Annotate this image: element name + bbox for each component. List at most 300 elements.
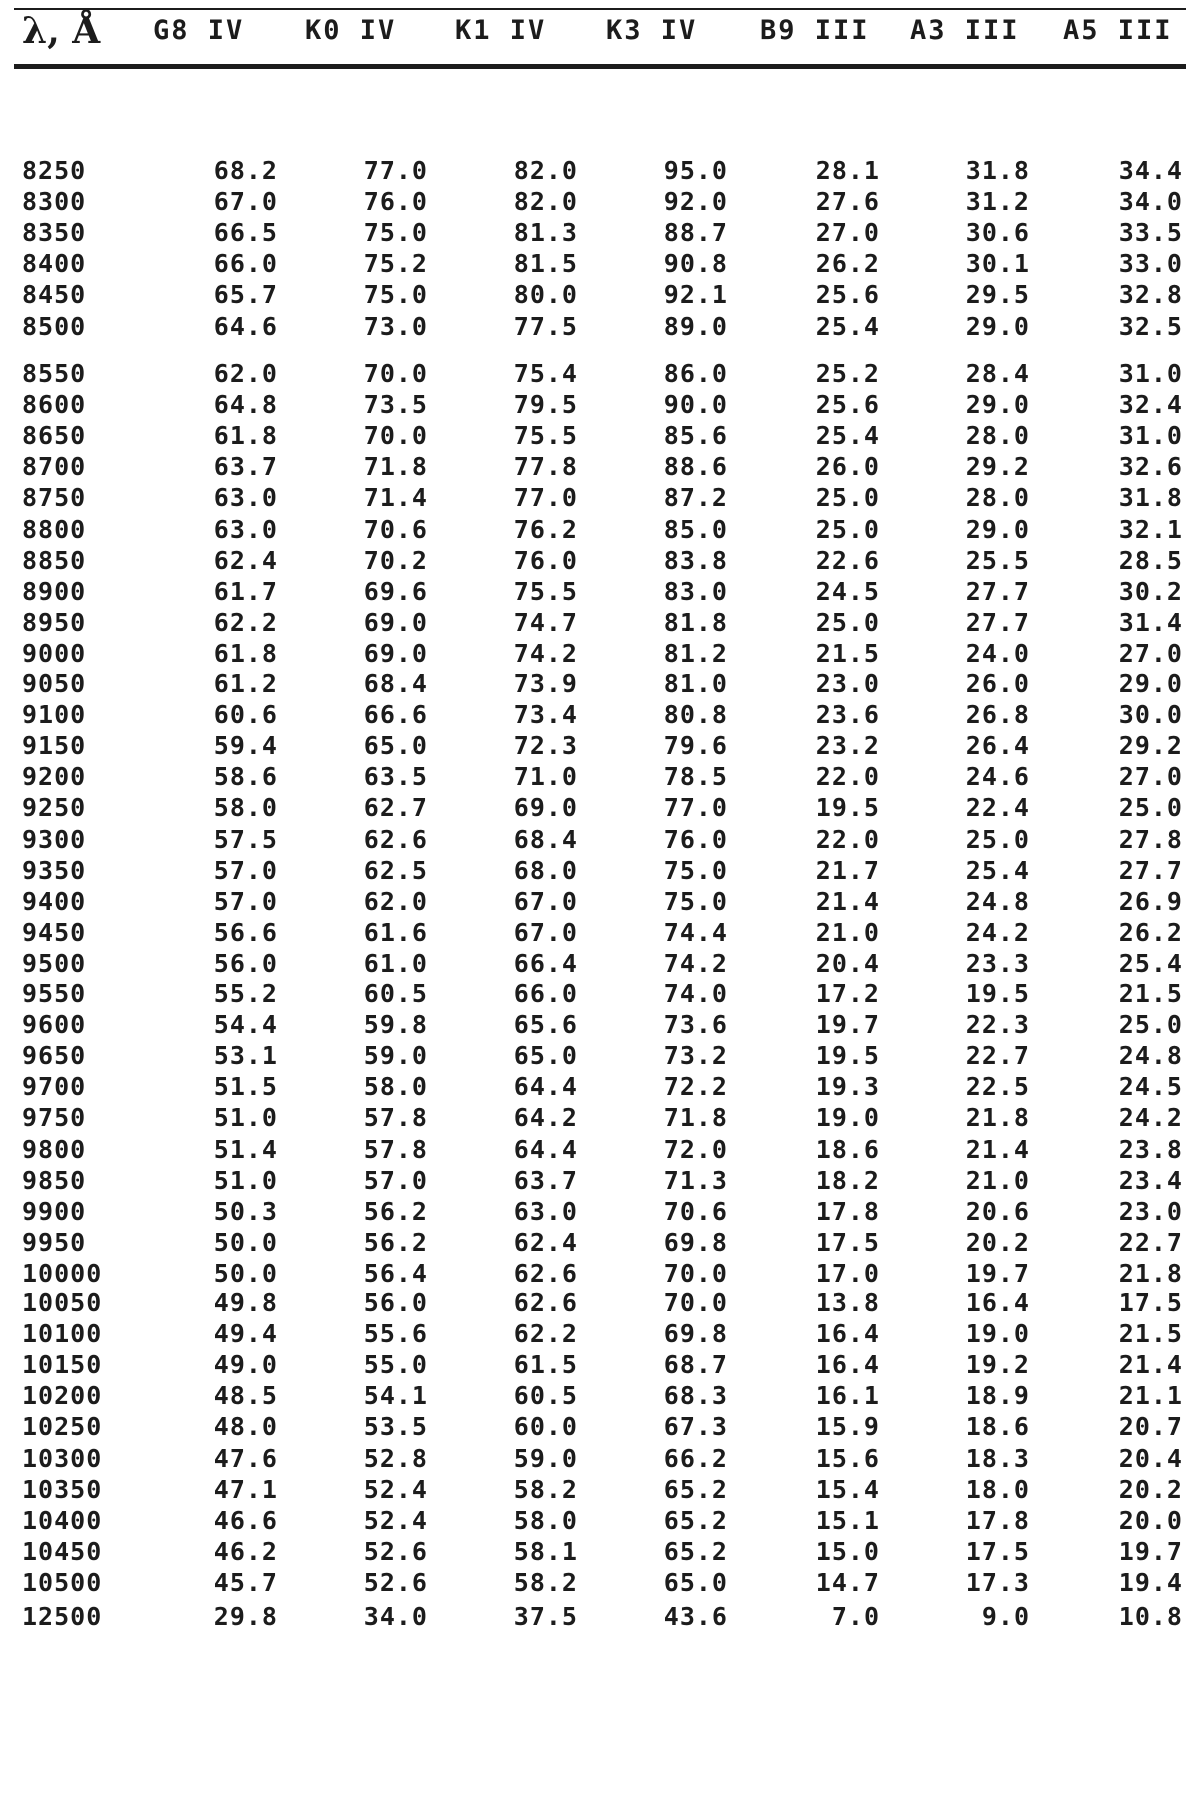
- value-cell: 21.7: [815, 855, 880, 885]
- value-cell: 62.5: [363, 855, 428, 885]
- value-cell: 30.0: [1118, 700, 1183, 730]
- value-cell: 15.6: [815, 1443, 880, 1473]
- wavelength-cell: 10200: [22, 1381, 103, 1411]
- value-cell: 76.0: [663, 824, 728, 854]
- value-cell: 19.5: [815, 1041, 880, 1071]
- value-cell: 28.1: [815, 156, 880, 185]
- value-cell: 63.7: [213, 452, 278, 482]
- value-cell: 16.4: [965, 1288, 1030, 1317]
- wavelength-cell: 9000: [22, 638, 87, 668]
- value-cell: 34.4: [1118, 156, 1183, 185]
- value-cell: 71.3: [663, 1165, 728, 1195]
- wavelength-cell: 9700: [22, 1072, 87, 1102]
- value-cell: 67.0: [513, 917, 578, 947]
- value-cell: 71.8: [663, 1103, 728, 1133]
- value-cell: 43.6: [663, 1602, 728, 1631]
- value-cell: 74.2: [663, 948, 728, 978]
- value-cell: 70.0: [363, 421, 428, 451]
- value-cell: 76.0: [513, 545, 578, 575]
- value-cell: 81.5: [513, 249, 578, 279]
- value-cell: 21.5: [1118, 979, 1183, 1008]
- value-cell: 21.4: [815, 886, 880, 916]
- value-cell: 19.0: [815, 1103, 880, 1133]
- value-cell: 73.0: [363, 311, 428, 341]
- value-cell: 67.0: [213, 187, 278, 217]
- value-cell: 22.5: [965, 1072, 1030, 1102]
- value-cell: 50.3: [213, 1196, 278, 1226]
- value-cell: 25.0: [815, 483, 880, 513]
- value-cell: 21.4: [965, 1134, 1030, 1164]
- value-cell: 89.0: [663, 311, 728, 341]
- value-cell: 51.0: [213, 1103, 278, 1133]
- value-cell: 52.4: [363, 1474, 428, 1504]
- value-cell: 72.0: [663, 1134, 728, 1164]
- value-cell: 68.0: [513, 855, 578, 885]
- value-cell: 59.4: [213, 731, 278, 761]
- value-cell: 21.8: [965, 1103, 1030, 1133]
- wavelength-cell: 9350: [22, 855, 87, 885]
- wavelength-cell: 8950: [22, 607, 87, 637]
- wavelength-cell: 9250: [22, 793, 87, 823]
- value-cell: 31.8: [965, 156, 1030, 185]
- value-cell: 26.0: [965, 669, 1030, 698]
- value-cell: 55.2: [213, 979, 278, 1008]
- value-cell: 77.8: [513, 452, 578, 482]
- value-cell: 58.1: [513, 1536, 578, 1566]
- value-cell: 57.8: [363, 1103, 428, 1133]
- value-cell: 67.3: [663, 1412, 728, 1442]
- value-cell: 72.3: [513, 731, 578, 761]
- header-wavelength: λ, Å: [22, 10, 101, 52]
- wavelength-cell: 8400: [22, 249, 87, 279]
- value-cell: 81.0: [663, 669, 728, 698]
- value-cell: 77.0: [513, 483, 578, 513]
- value-cell: 31.2: [965, 187, 1030, 217]
- value-cell: 61.5: [513, 1350, 578, 1380]
- wavelength-cell: 9550: [22, 979, 87, 1008]
- wavelength-cell: 9500: [22, 948, 87, 978]
- value-cell: 65.0: [663, 1567, 728, 1597]
- value-cell: 19.7: [965, 1258, 1030, 1288]
- value-cell: 75.0: [363, 280, 428, 310]
- value-cell: 17.5: [815, 1227, 880, 1257]
- value-cell: 17.3: [965, 1567, 1030, 1597]
- value-cell: 17.0: [815, 1258, 880, 1288]
- value-cell: 51.4: [213, 1134, 278, 1164]
- value-cell: 23.2: [815, 731, 880, 761]
- wavelength-cell: 9150: [22, 731, 87, 761]
- value-cell: 75.4: [513, 359, 578, 388]
- value-cell: 73.6: [663, 1010, 728, 1040]
- value-cell: 61.8: [213, 638, 278, 668]
- value-cell: 27.0: [1118, 762, 1183, 792]
- value-cell: 34.0: [363, 1602, 428, 1631]
- value-cell: 27.0: [815, 218, 880, 248]
- value-cell: 78.5: [663, 762, 728, 792]
- value-cell: 14.7: [815, 1567, 880, 1597]
- value-cell: 28.5: [1118, 545, 1183, 575]
- value-cell: 68.4: [363, 669, 428, 698]
- value-cell: 88.6: [663, 452, 728, 482]
- value-cell: 24.0: [965, 638, 1030, 668]
- value-cell: 86.0: [663, 359, 728, 388]
- value-cell: 45.7: [213, 1567, 278, 1597]
- value-cell: 25.0: [1118, 1010, 1183, 1040]
- value-cell: 58.2: [513, 1567, 578, 1597]
- wavelength-cell: 8450: [22, 280, 87, 310]
- wavelength-cell: 9600: [22, 1010, 87, 1040]
- value-cell: 77.5: [513, 311, 578, 341]
- value-cell: 54.1: [363, 1381, 428, 1411]
- value-cell: 90.8: [663, 249, 728, 279]
- value-cell: 25.4: [1118, 948, 1183, 978]
- value-cell: 56.0: [363, 1288, 428, 1317]
- value-cell: 61.0: [363, 948, 428, 978]
- value-cell: 70.0: [363, 359, 428, 388]
- value-cell: 29.0: [965, 390, 1030, 420]
- value-cell: 25.4: [815, 421, 880, 451]
- value-cell: 74.4: [663, 917, 728, 947]
- wavelength-cell: 9300: [22, 824, 87, 854]
- value-cell: 29.0: [965, 514, 1030, 544]
- value-cell: 69.8: [663, 1319, 728, 1349]
- value-cell: 49.8: [213, 1288, 278, 1317]
- wavelength-cell: 9650: [22, 1041, 87, 1071]
- value-cell: 64.4: [513, 1072, 578, 1102]
- value-cell: 68.4: [513, 824, 578, 854]
- value-cell: 68.2: [213, 156, 278, 185]
- value-cell: 25.4: [965, 855, 1030, 885]
- value-cell: 63.0: [213, 483, 278, 513]
- value-cell: 52.6: [363, 1536, 428, 1566]
- value-cell: 23.0: [815, 669, 880, 698]
- value-cell: 31.0: [1118, 421, 1183, 451]
- value-cell: 62.2: [213, 607, 278, 637]
- wavelength-cell: 8900: [22, 576, 87, 606]
- value-cell: 72.2: [663, 1072, 728, 1102]
- value-cell: 66.6: [363, 700, 428, 730]
- value-cell: 15.0: [815, 1536, 880, 1566]
- value-cell: 19.5: [815, 793, 880, 823]
- value-cell: 30.6: [965, 218, 1030, 248]
- value-cell: 48.0: [213, 1412, 278, 1442]
- value-cell: 19.3: [815, 1072, 880, 1102]
- value-cell: 60.5: [513, 1381, 578, 1411]
- value-cell: 22.0: [815, 762, 880, 792]
- value-cell: 18.2: [815, 1165, 880, 1195]
- value-cell: 19.5: [965, 979, 1030, 1008]
- value-cell: 69.0: [513, 793, 578, 823]
- value-cell: 52.4: [363, 1505, 428, 1535]
- value-cell: 62.0: [363, 886, 428, 916]
- value-cell: 22.7: [965, 1041, 1030, 1071]
- value-cell: 21.4: [1118, 1350, 1183, 1380]
- value-cell: 61.2: [213, 669, 278, 698]
- value-cell: 25.0: [815, 514, 880, 544]
- value-cell: 59.0: [513, 1443, 578, 1473]
- value-cell: 60.5: [363, 979, 428, 1008]
- value-cell: 27.0: [1118, 638, 1183, 668]
- wavelength-cell: 8750: [22, 483, 87, 513]
- wavelength-cell: 10400: [22, 1505, 103, 1535]
- value-cell: 95.0: [663, 156, 728, 185]
- value-cell: 73.5: [363, 390, 428, 420]
- value-cell: 69.0: [363, 607, 428, 637]
- value-cell: 53.1: [213, 1041, 278, 1071]
- value-cell: 79.6: [663, 731, 728, 761]
- value-cell: 25.5: [965, 545, 1030, 575]
- value-cell: 17.8: [815, 1196, 880, 1226]
- value-cell: 66.0: [513, 979, 578, 1008]
- value-cell: 21.5: [1118, 1319, 1183, 1349]
- value-cell: 21.1: [1118, 1381, 1183, 1411]
- value-cell: 51.5: [213, 1072, 278, 1102]
- value-cell: 83.8: [663, 545, 728, 575]
- wavelength-cell: 10500: [22, 1567, 103, 1597]
- value-cell: 60.6: [213, 700, 278, 730]
- value-cell: 49.4: [213, 1319, 278, 1349]
- wavelength-cell: 8600: [22, 390, 87, 420]
- value-cell: 61.7: [213, 576, 278, 606]
- value-cell: 24.5: [815, 576, 880, 606]
- value-cell: 22.7: [1118, 1227, 1183, 1257]
- wavelength-cell: 8350: [22, 218, 87, 248]
- value-cell: 57.0: [213, 855, 278, 885]
- value-cell: 51.0: [213, 1165, 278, 1195]
- value-cell: 83.0: [663, 576, 728, 606]
- value-cell: 75.0: [663, 886, 728, 916]
- value-cell: 20.4: [815, 948, 880, 978]
- value-cell: 65.0: [363, 731, 428, 761]
- value-cell: 26.4: [965, 731, 1030, 761]
- value-cell: 19.4: [1118, 1567, 1183, 1597]
- value-cell: 73.9: [513, 669, 578, 698]
- value-cell: 73.4: [513, 700, 578, 730]
- value-cell: 28.0: [965, 483, 1030, 513]
- wavelength-cell: 10450: [22, 1536, 103, 1566]
- value-cell: 56.2: [363, 1227, 428, 1257]
- value-cell: 82.0: [513, 156, 578, 185]
- value-cell: 9.0: [981, 1602, 1030, 1631]
- value-cell: 27.7: [965, 576, 1030, 606]
- value-cell: 46.6: [213, 1505, 278, 1535]
- wavelength-cell: 10300: [22, 1443, 103, 1473]
- value-cell: 20.2: [1118, 1474, 1183, 1504]
- value-cell: 66.0: [213, 249, 278, 279]
- wavelength-cell: 8700: [22, 452, 87, 482]
- value-cell: 32.8: [1118, 280, 1183, 310]
- wavelength-cell: 10100: [22, 1319, 103, 1349]
- wavelength-cell: 8550: [22, 359, 87, 388]
- value-cell: 19.7: [1118, 1536, 1183, 1566]
- value-cell: 32.1: [1118, 514, 1183, 544]
- value-cell: 25.0: [1118, 793, 1183, 823]
- value-cell: 81.3: [513, 218, 578, 248]
- value-cell: 70.0: [663, 1258, 728, 1288]
- value-cell: 26.9: [1118, 886, 1183, 916]
- value-cell: 63.0: [213, 514, 278, 544]
- value-cell: 77.0: [363, 156, 428, 185]
- value-cell: 52.8: [363, 1443, 428, 1473]
- value-cell: 59.8: [363, 1010, 428, 1040]
- value-cell: 25.6: [815, 280, 880, 310]
- wavelength-cell: 9100: [22, 700, 87, 730]
- value-cell: 73.2: [663, 1041, 728, 1071]
- value-cell: 16.1: [815, 1381, 880, 1411]
- value-cell: 65.2: [663, 1536, 728, 1566]
- value-cell: 57.5: [213, 824, 278, 854]
- value-cell: 20.7: [1118, 1412, 1183, 1442]
- value-cell: 92.0: [663, 187, 728, 217]
- value-cell: 23.4: [1118, 1165, 1183, 1195]
- value-cell: 66.5: [213, 218, 278, 248]
- value-cell: 29.0: [1118, 669, 1183, 698]
- value-cell: 62.0: [213, 359, 278, 388]
- value-cell: 60.0: [513, 1412, 578, 1442]
- value-cell: 71.0: [513, 762, 578, 792]
- value-cell: 18.6: [815, 1134, 880, 1164]
- value-cell: 22.3: [965, 1010, 1030, 1040]
- value-cell: 21.5: [815, 638, 880, 668]
- value-cell: 47.1: [213, 1474, 278, 1504]
- value-cell: 63.0: [513, 1196, 578, 1226]
- value-cell: 64.4: [513, 1134, 578, 1164]
- value-cell: 27.7: [1118, 855, 1183, 885]
- wavelength-cell: 10250: [22, 1412, 103, 1442]
- value-cell: 81.8: [663, 607, 728, 637]
- value-cell: 70.6: [363, 514, 428, 544]
- value-cell: 24.5: [1118, 1072, 1183, 1102]
- wavelength-cell: 10050: [22, 1288, 103, 1317]
- value-cell: 70.0: [663, 1288, 728, 1317]
- value-cell: 65.2: [663, 1474, 728, 1504]
- value-cell: 24.6: [965, 762, 1030, 792]
- value-cell: 69.0: [363, 638, 428, 668]
- value-cell: 59.0: [363, 1041, 428, 1071]
- value-cell: 46.2: [213, 1536, 278, 1566]
- value-cell: 76.0: [363, 187, 428, 217]
- value-cell: 57.8: [363, 1134, 428, 1164]
- value-cell: 56.0: [213, 948, 278, 978]
- value-cell: 26.8: [965, 700, 1030, 730]
- value-cell: 22.6: [815, 545, 880, 575]
- value-cell: 30.2: [1118, 576, 1183, 606]
- value-cell: 65.6: [513, 1010, 578, 1040]
- value-cell: 26.2: [1118, 917, 1183, 947]
- value-cell: 18.9: [965, 1381, 1030, 1411]
- value-cell: 20.0: [1118, 1505, 1183, 1535]
- value-cell: 25.0: [815, 607, 880, 637]
- value-cell: 18.6: [965, 1412, 1030, 1442]
- value-cell: 62.6: [513, 1288, 578, 1317]
- value-cell: 25.0: [965, 824, 1030, 854]
- value-cell: 66.4: [513, 948, 578, 978]
- value-cell: 20.4: [1118, 1443, 1183, 1473]
- value-cell: 62.6: [513, 1258, 578, 1288]
- value-cell: 23.6: [815, 700, 880, 730]
- wavelength-cell: 12500: [22, 1602, 103, 1631]
- value-cell: 15.1: [815, 1505, 880, 1535]
- value-cell: 16.4: [815, 1350, 880, 1380]
- value-cell: 25.2: [815, 359, 880, 388]
- value-cell: 58.0: [213, 793, 278, 823]
- value-cell: 64.2: [513, 1103, 578, 1133]
- value-cell: 49.0: [213, 1350, 278, 1380]
- value-cell: 29.2: [965, 452, 1030, 482]
- value-cell: 74.2: [513, 638, 578, 668]
- value-cell: 24.2: [965, 917, 1030, 947]
- value-cell: 74.7: [513, 607, 578, 637]
- wavelength-cell: 8800: [22, 514, 87, 544]
- value-cell: 61.8: [213, 421, 278, 451]
- value-cell: 10.8: [1118, 1602, 1183, 1631]
- wavelength-cell: 9750: [22, 1103, 87, 1133]
- value-cell: 75.0: [363, 218, 428, 248]
- value-cell: 75.2: [363, 249, 428, 279]
- value-cell: 19.0: [965, 1319, 1030, 1349]
- header-col-4: K3 IV: [606, 15, 698, 46]
- value-cell: 92.1: [663, 280, 728, 310]
- value-cell: 67.0: [513, 886, 578, 916]
- value-cell: 57.0: [363, 1165, 428, 1195]
- value-cell: 15.9: [815, 1412, 880, 1442]
- value-cell: 31.0: [1118, 359, 1183, 388]
- value-cell: 33.5: [1118, 218, 1183, 248]
- header-col-3: K1 IV: [455, 15, 547, 46]
- value-cell: 23.0: [1118, 1196, 1183, 1226]
- header-col-2: K0 IV: [305, 15, 397, 46]
- value-cell: 56.4: [363, 1258, 428, 1288]
- value-cell: 24.2: [1118, 1103, 1183, 1133]
- value-cell: 58.0: [363, 1072, 428, 1102]
- value-cell: 62.2: [513, 1319, 578, 1349]
- value-cell: 68.7: [663, 1350, 728, 1380]
- value-cell: 13.8: [815, 1288, 880, 1317]
- value-cell: 76.2: [513, 514, 578, 544]
- value-cell: 75.5: [513, 576, 578, 606]
- value-cell: 18.0: [965, 1474, 1030, 1504]
- value-cell: 25.6: [815, 390, 880, 420]
- wavelength-cell: 9900: [22, 1196, 87, 1226]
- value-cell: 75.5: [513, 421, 578, 451]
- wavelength-cell: 9950: [22, 1227, 87, 1257]
- value-cell: 55.0: [363, 1350, 428, 1380]
- wavelength-cell: 9800: [22, 1134, 87, 1164]
- value-cell: 29.0: [965, 311, 1030, 341]
- value-cell: 63.7: [513, 1165, 578, 1195]
- value-cell: 80.0: [513, 280, 578, 310]
- value-cell: 53.5: [363, 1412, 428, 1442]
- value-cell: 7.0: [831, 1602, 880, 1631]
- value-cell: 64.6: [213, 311, 278, 341]
- wavelength-cell: 8850: [22, 545, 87, 575]
- value-cell: 52.6: [363, 1567, 428, 1597]
- wavelength-cell: 10000: [22, 1258, 103, 1288]
- value-cell: 31.8: [1118, 483, 1183, 513]
- value-cell: 69.8: [663, 1227, 728, 1257]
- value-cell: 56.2: [363, 1196, 428, 1226]
- value-cell: 69.6: [363, 576, 428, 606]
- value-cell: 58.0: [513, 1505, 578, 1535]
- header-col-1: G8 IV: [153, 15, 245, 46]
- value-cell: 82.0: [513, 187, 578, 217]
- value-cell: 19.2: [965, 1350, 1030, 1380]
- value-cell: 77.0: [663, 793, 728, 823]
- wavelength-cell: 10150: [22, 1350, 103, 1380]
- value-cell: 20.2: [965, 1227, 1030, 1257]
- wavelength-cell: 8650: [22, 421, 87, 451]
- value-cell: 26.0: [815, 452, 880, 482]
